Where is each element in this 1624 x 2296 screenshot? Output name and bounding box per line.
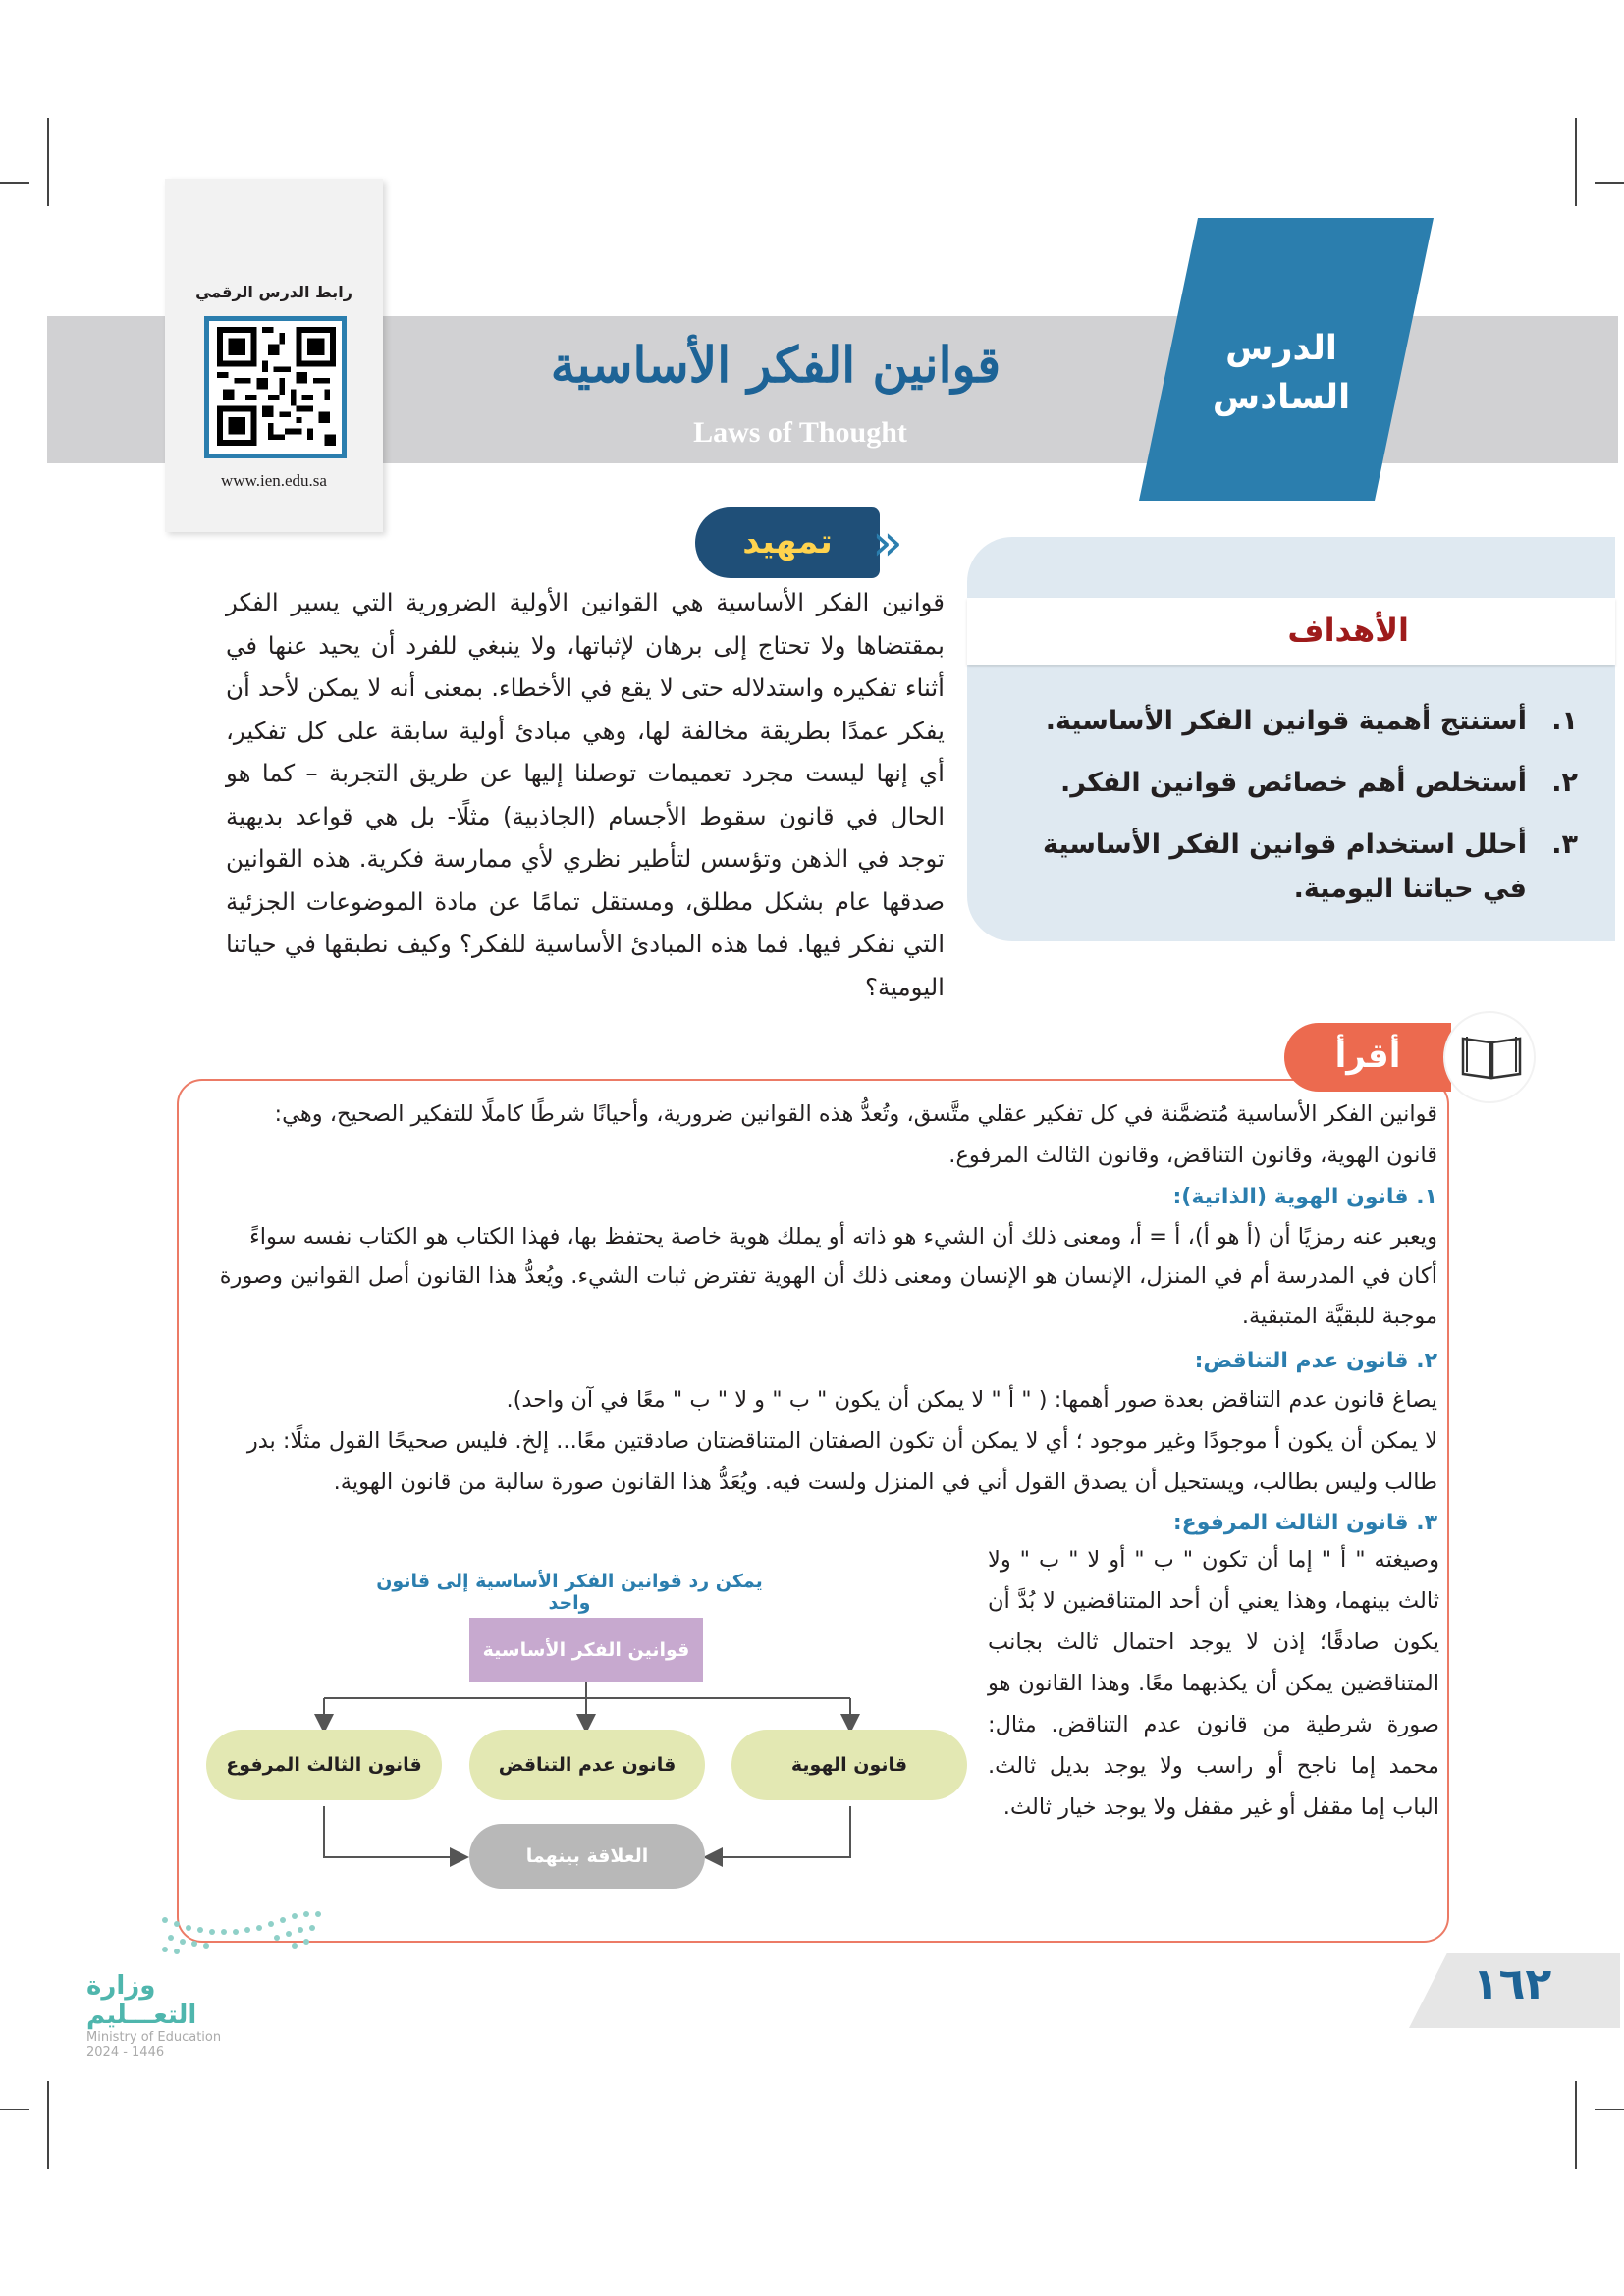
page-number: ١٦٢ <box>1472 1959 1552 2009</box>
crop-mark <box>0 2109 29 2110</box>
objectives-title: الأهداف <box>1287 612 1409 649</box>
read-intro-line2: قانون الهوية، وقانون التناقض، وقانون الثالث المرفوع. <box>948 1143 1437 1168</box>
law2-heading: ٢. قانون عدم التناقض: <box>1194 1349 1437 1373</box>
crop-mark <box>1575 2081 1577 2169</box>
open-book-icon <box>1459 1033 1524 1082</box>
law1-line3: موجبة للبقيَّة المتبقية. <box>1241 1304 1437 1329</box>
objectives-list <box>1028 699 1578 929</box>
lesson-label-line2: السادس <box>1212 378 1351 417</box>
intro-paragraph: قوانين الفكر الأساسية هي القوانين الأولية الضرورية التي يسير الفكر بمقتضاها ولا تحتاج إلى برهان لإثباتها، ولا ينبغي للفرد أن يحيد عنها في أثناء تفكيره واستدلاله حتى لا يقع في الأخطاء. بمعنى أنه لا يمكن لأحد أن يفكر عمدًا بطريقة مخالفة لها، وهي مبادئ أولية سابقة على كل تفكير، أي إنها ليست مجرد تعميمات توصلنا إليها عن طريق التجربة – كما هو الحال في قانون سقوط الأجسام (الجاذبية) مثلًا- بل هي قواعد بديهية توجد في الذهن وتؤسس لتأطير نظري لأي ممارسة فكرية. هذه القوانين صدقها عام بشكل مطلق، ومستقل تمامًا عن مادة الموضوعات الجزئية التي نفكر فيها. فما هذه المبادئ الأساسية للفكر؟ وكيف نطبقها في حياتنا اليومية؟ <box>226 588 945 1001</box>
read-badge: أقرأ <box>1284 1023 1451 1092</box>
objective-item <box>1028 761 1578 805</box>
law2-line3: طالب وليس بطالب، ويستحيل أن يصدق القول أني في المنزل ولست فيه. ويُعَدُّ هذا القانون صورة سالبة من قانون الهوية. <box>333 1469 1437 1495</box>
crop-mark <box>47 2081 49 2169</box>
law1-line1: ويعبر عنه رمزيًا أن (أ هو أ)، أ = أ، ومعنى ذلك أن الشيء هو ذاته أو يملك هوية خاصة يحتفظ بها، فهذا الكتاب هو الكتاب نفسه سواءً <box>249 1224 1437 1250</box>
connector-arrow <box>707 1806 850 1857</box>
ministry-name-ar: وزارة التعـــليم <box>86 1971 197 2030</box>
objectives-header <box>967 598 1615 665</box>
crop-mark <box>1595 2109 1624 2110</box>
objective-text: أستخلص أهم خصائص قوانين الفكر. <box>1060 768 1527 798</box>
ministry-dots-logo <box>157 1910 324 1955</box>
objective-number: ٣. <box>1551 829 1578 860</box>
law2-line1: يصاغ قانون عدم التناقض بعدة صور أهمها: ( " أ " لا يمكن أن يكون " ب " و لا " ب " معًا في آن واحد). <box>506 1387 1437 1413</box>
law1-line2: أكان في المدرسة أم في المنزل، الإنسان هو الإنسان ومعنى ذلك أن الهوية تفترض ثبات الشيء. ويُعدُّ هذا القانون أصل القوانين وصورة <box>219 1263 1437 1289</box>
diagram-node-non-contradiction: قانون عدم التناقض <box>469 1730 705 1800</box>
qr-url[interactable]: www.ien.edu.sa <box>221 471 327 490</box>
crop-mark <box>47 118 49 206</box>
diagram-node-excluded-middle: قانون الثالث المرفوع <box>206 1730 442 1800</box>
lesson-label-line1: الدرس <box>1225 329 1337 368</box>
objective-item <box>1028 823 1578 911</box>
law1-heading: ١. قانون الهوية (الذاتية): <box>1172 1185 1437 1209</box>
law2-line2: لا يمكن أن يكون أ موجودًا وغير موجود ؛ أي لا يمكن أن تكون الصفتان المتناقضتان صادقتين معًا... إلخ. فليس صحيحًا القول مثلًا: بدر <box>246 1428 1437 1454</box>
objective-number: ١. <box>1551 706 1578 736</box>
ministry-year: 2024 - 1446 <box>86 2045 165 2059</box>
ministry-name-en: Ministry of Education <box>86 2030 222 2045</box>
objective-text: أحلل استخدام قوانين الفكر الأساسية في حياتنا اليومية. <box>1042 829 1527 904</box>
objective-item <box>1028 699 1578 743</box>
page-title: قوانين الفكر الأساسية <box>550 336 1001 394</box>
ministry-logo <box>86 1971 263 2059</box>
read-intro-line1: قوانين الفكر الأساسية مُتضمَّنة في كل تفكير عقلي متَّسق، وتُعدُّ هذه القوانين ضرورية، وأحيانًا شرطًا كاملًا للتفكير الصحيح، وهي: <box>274 1101 1437 1127</box>
crop-mark <box>0 182 29 184</box>
intro-badge: تمهيد <box>695 507 880 578</box>
law3-heading: ٣. قانون الثالث المرفوع: <box>1172 1511 1437 1535</box>
objective-number: ٢. <box>1551 768 1578 798</box>
crop-mark <box>1595 182 1624 184</box>
qr-card[interactable] <box>165 179 383 532</box>
diagram-caption: يمكن رد قوانين الفكر الأساسية إلى قانون واحد <box>376 1571 763 1614</box>
connector-arrow <box>324 1806 465 1857</box>
crop-mark <box>1575 118 1577 206</box>
qr-code-icon[interactable] <box>204 316 347 458</box>
diagram-relation-box: العلاقة بينهما <box>469 1824 705 1889</box>
qr-label: رابط الدرس الرقمي <box>195 283 352 301</box>
diagram-node-identity: قانون الهوية <box>731 1730 967 1800</box>
objective-text: أستنتج أهمية قوانين الفكر الأساسية. <box>1045 706 1527 736</box>
diagram-root-box: قوانين الفكر الأساسية <box>469 1618 703 1682</box>
page-subtitle-en: Laws of Thought <box>693 416 907 449</box>
double-chevron-icon: « <box>872 513 903 572</box>
lesson-label <box>1193 324 1370 422</box>
objectives-box <box>967 537 1615 941</box>
law3-paragraph: وصيغته " أ " إما أن تكون " ب " أو لا " ب " ولا ثالث بينهما، وهذا يعني أن أحد المتناقضين لا بُدَّ أن يكون صادقًا؛ إذن لا يوجد احتمال ثالث بجانب المتناقضين يمكن أن يكذبهما معًا. وهذا القانون هو صورة شرطية من قانون عدم التناقض. مثال: محمد إما ناجح أو راسب ولا يوجد بديل ثالث. الباب إما مقفل أو غير مقفل ولا يوجد خيار ثالث. <box>988 1547 1439 1820</box>
